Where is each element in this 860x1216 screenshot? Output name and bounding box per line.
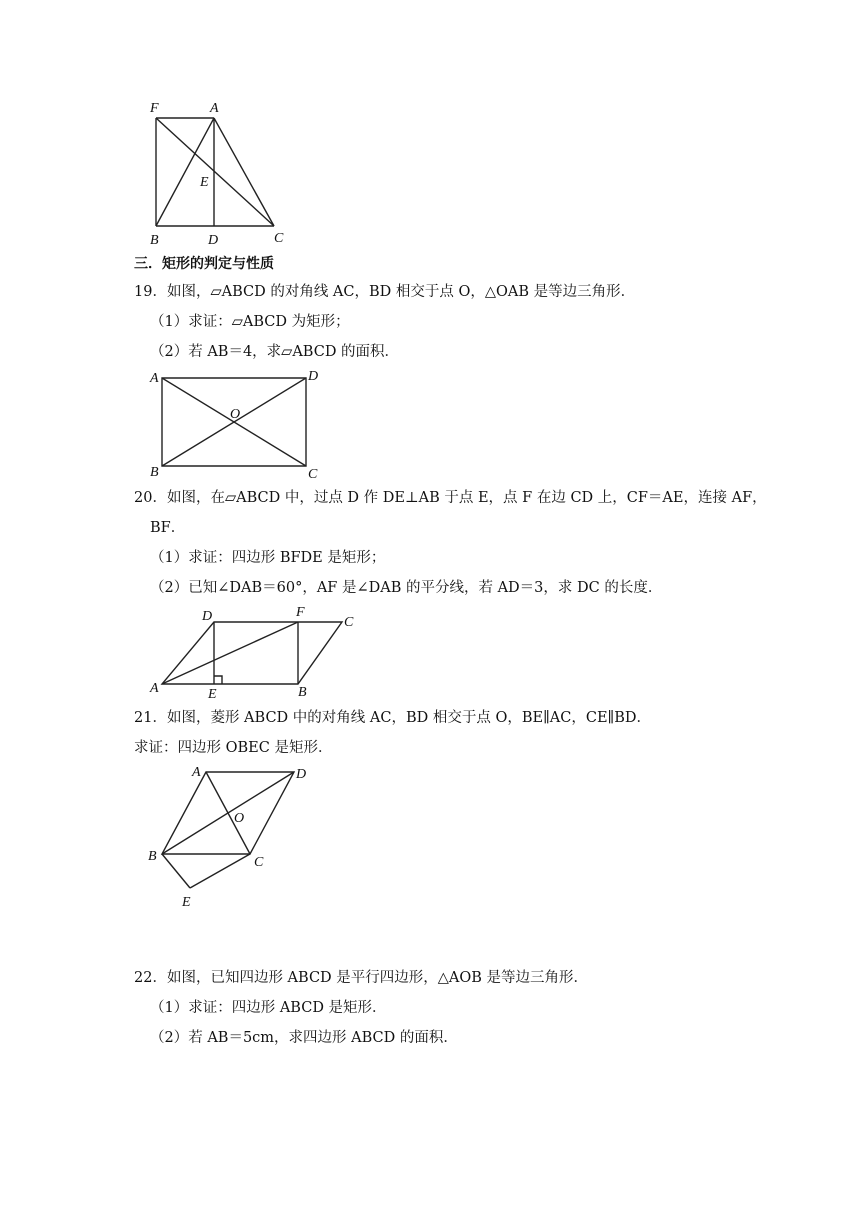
figure-q21-rhombus	[144, 762, 324, 914]
section-title: 三．矩形的判定与性质	[134, 256, 274, 272]
label-E: E	[200, 175, 209, 190]
segment-AC	[214, 118, 274, 226]
segment-AB	[156, 118, 214, 226]
label-O: O	[230, 407, 241, 422]
label-A: A	[150, 681, 159, 696]
label-F: F	[150, 101, 159, 116]
parallelogram-ABCD	[162, 622, 342, 684]
label-A: A	[210, 101, 219, 116]
label-D: D	[202, 609, 213, 624]
q20-part2: （2）已知∠DAB＝60°，AF 是∠DAB 的平分线，若 AD＝3，求 DC 的长度．	[150, 580, 663, 596]
label-A: A	[150, 371, 159, 386]
label-A: A	[192, 765, 201, 780]
figure-top-triangle	[140, 98, 300, 248]
label-C: C	[344, 615, 354, 630]
label-E: E	[208, 687, 217, 702]
label-F: F	[296, 605, 305, 620]
label-D: D	[296, 767, 307, 782]
q22-part1: （1）求证：四边形 ABCD 是矩形．	[150, 1000, 387, 1016]
segment-CE	[190, 854, 250, 888]
q22-stem: 22．如图，已知四边形 ABCD 是平行四边形，△AOB 是等边三角形．	[134, 970, 589, 986]
q20-part1: （1）求证：四边形 BFDE 是矩形；	[150, 550, 386, 566]
segment-BE	[162, 854, 190, 888]
q21-stem: 21．如图，菱形 ABCD 中的对角线 AC，BD 相交于点 O，BE∥AC，CE∥BD．	[134, 710, 652, 726]
q19-stem: 19．如图，▱ABCD 的对角线 AC，BD 相交于点 O，△OAB 是等边三角形．	[134, 284, 636, 300]
label-C: C	[308, 467, 318, 482]
label-C: C	[254, 855, 264, 870]
figure-q20-parallelogram	[146, 604, 366, 700]
figure-q19-rectangle	[146, 366, 336, 482]
q20-stem-line2: BF．	[150, 520, 186, 536]
label-O: O	[234, 811, 245, 826]
right-angle-mark	[214, 676, 222, 684]
label-C: C	[274, 231, 284, 246]
q19-part1: （1）求证：▱ABCD 为矩形；	[150, 314, 350, 330]
q19-part2: （2）若 AB＝4，求▱ABCD 的面积．	[150, 344, 400, 360]
label-B: B	[148, 849, 157, 864]
diagonal-BD	[162, 772, 294, 854]
q20-stem-line1: 20．如图，在▱ABCD 中，过点 D 作 DE⊥AB 于点 E，点 F 在边 CD 上，CF＝AE，连接 AF，	[134, 490, 767, 506]
label-D: D	[308, 369, 319, 384]
segment-AF	[162, 622, 298, 684]
label-E: E	[182, 895, 191, 910]
label-B: B	[150, 233, 159, 248]
label-B: B	[298, 685, 307, 700]
q22-part2: （2）若 AB＝5cm，求四边形 ABCD 的面积．	[150, 1030, 458, 1046]
q21-prove: 求证：四边形 OBEC 是矩形．	[134, 740, 333, 756]
segment-FC	[156, 118, 274, 226]
label-B: B	[150, 465, 159, 480]
label-D: D	[208, 233, 219, 248]
